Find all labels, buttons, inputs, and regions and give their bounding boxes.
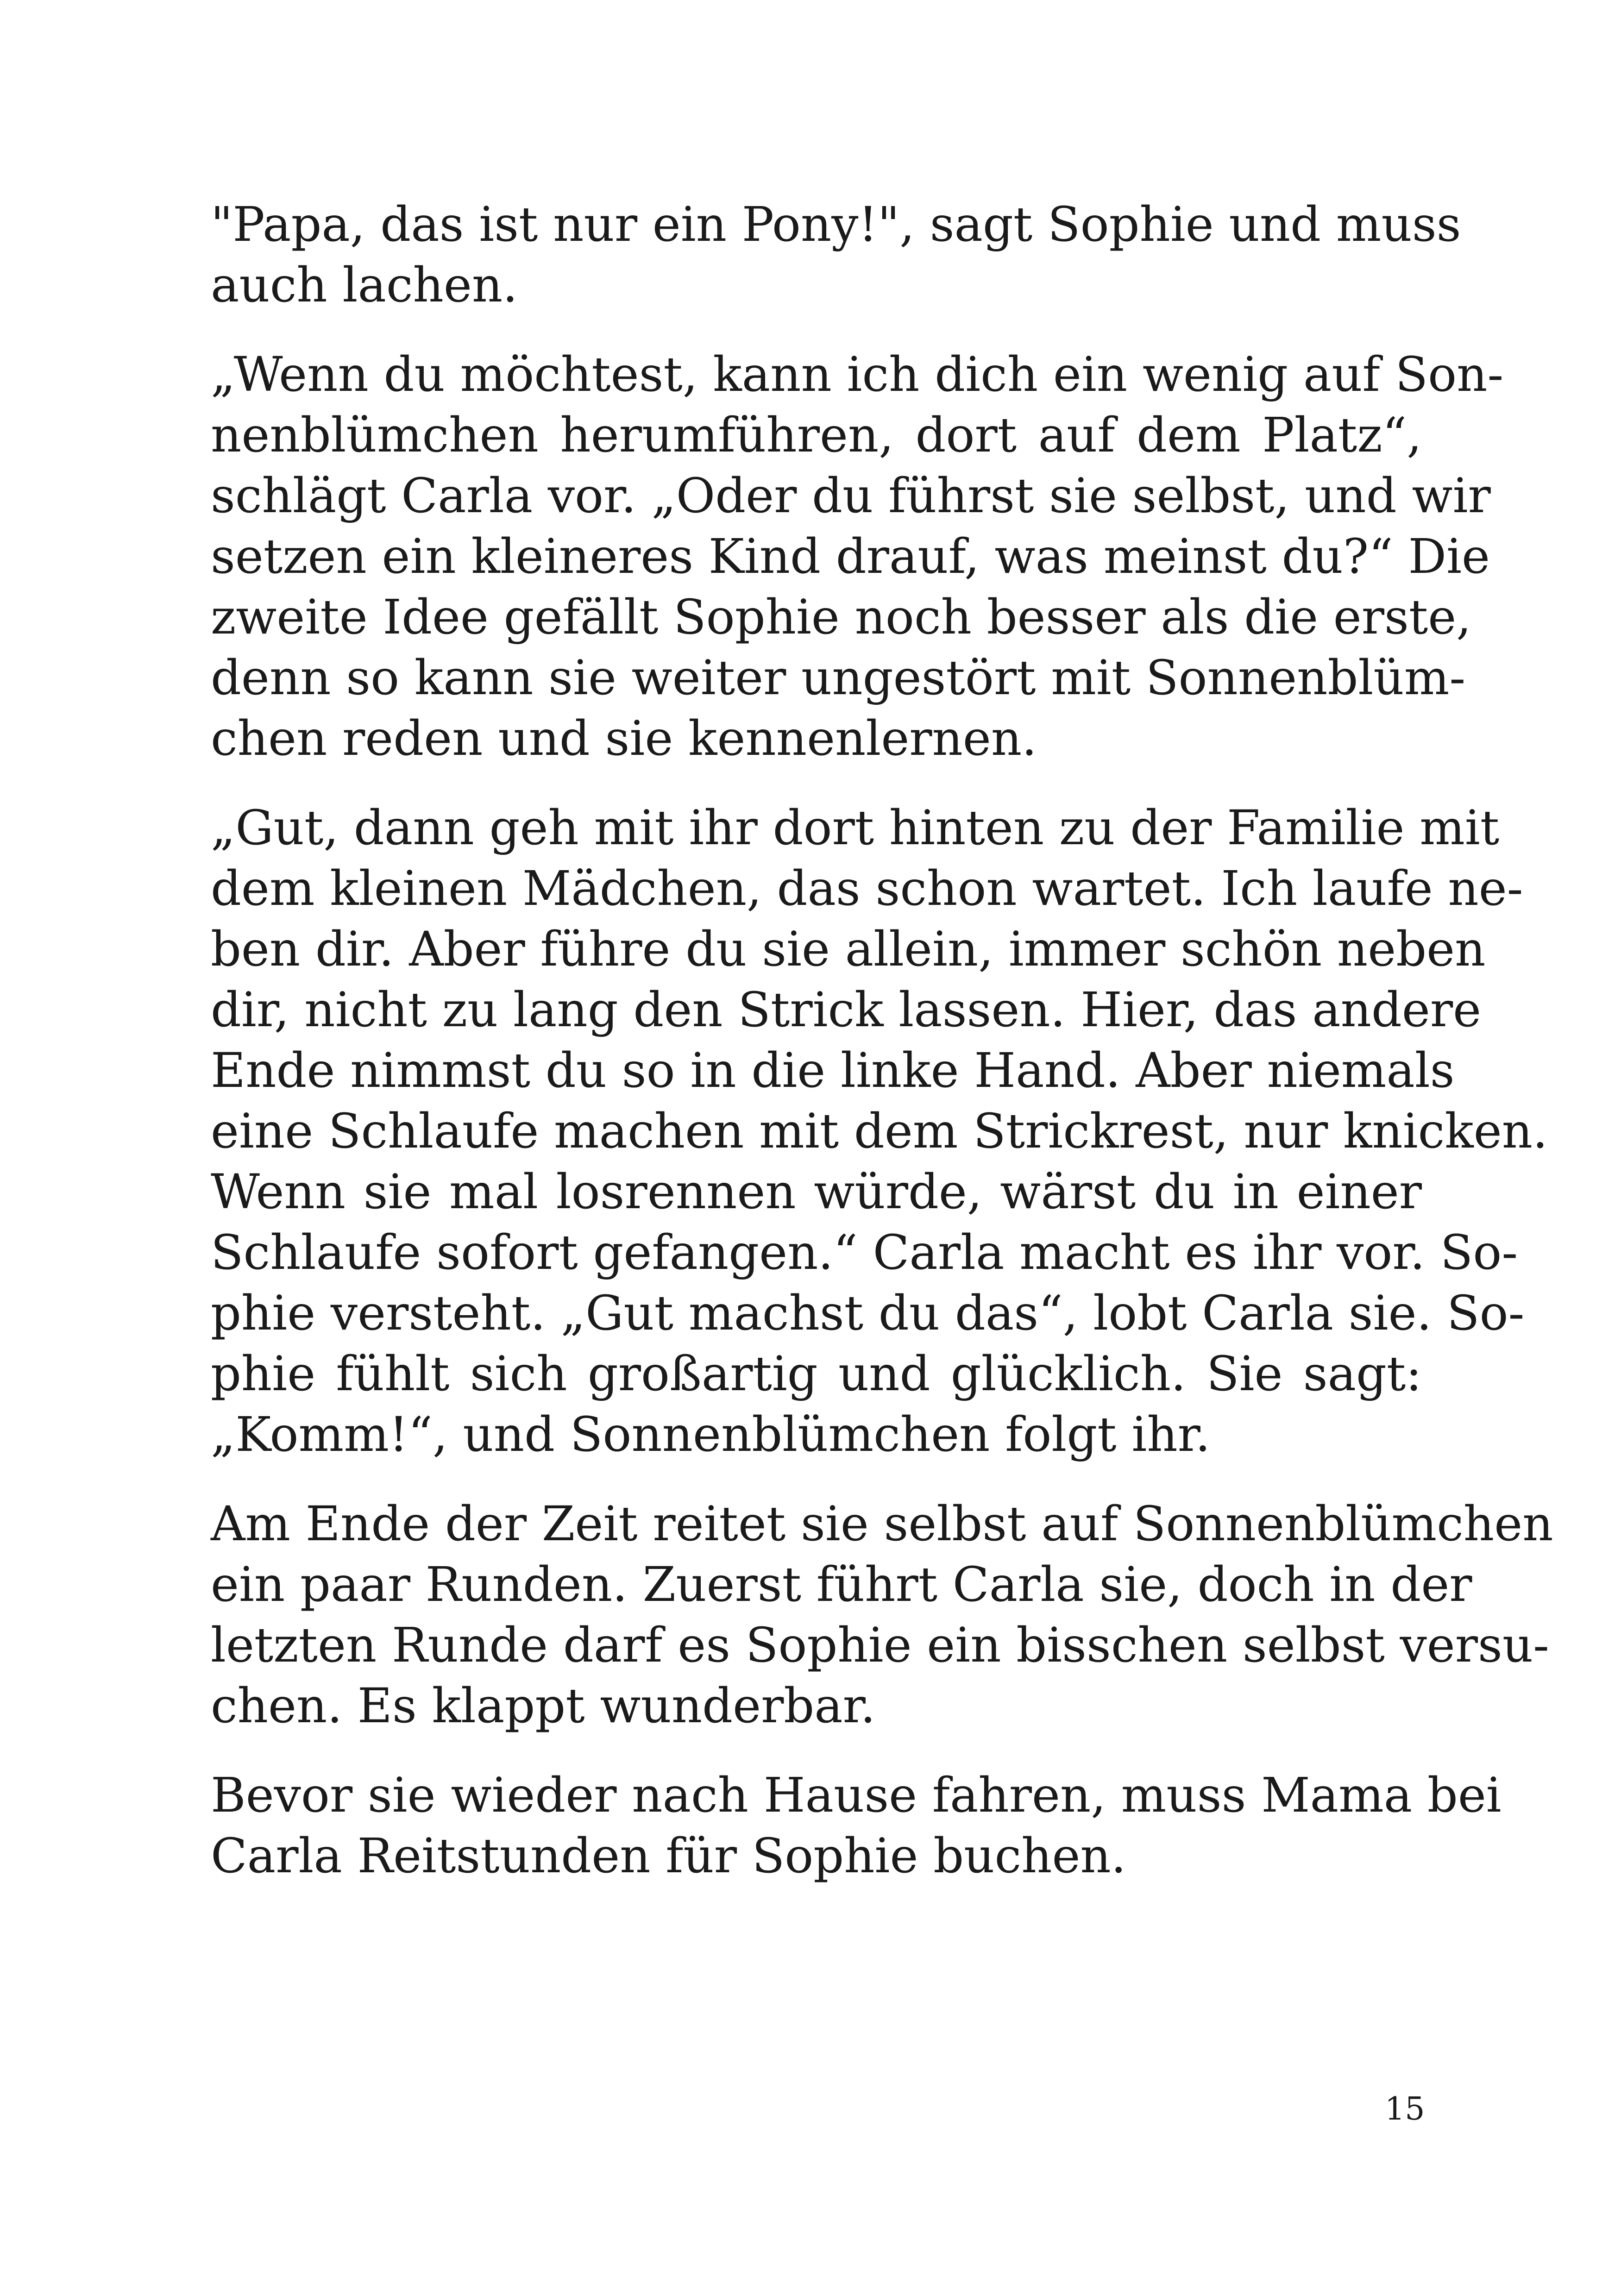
text-line: Schlaufe sofort gefangen.“ Carla macht es ihr vor. So-: [211, 1225, 1518, 1280]
text-line: dir, nicht zu lang den Strick lassen. Hier, das andere: [211, 982, 1482, 1038]
text-line: Bevor sie wieder nach Hause fahren, muss Mama bei: [211, 1768, 1502, 1823]
text-line: Ende nimmst du so in die linke Hand. Aber niemals: [211, 1043, 1455, 1098]
text-line: eine Schlaufe machen mit dem Strickrest, nur knicken.: [211, 1104, 1548, 1159]
text-line: zweite Idee gefällt Sophie noch besser als die erste,: [211, 590, 1471, 645]
text-line: Wenn sie mal losrennen würde, wärst du in einer: [211, 1164, 1422, 1220]
page-number: 15: [1385, 2091, 1425, 2127]
text-line: „Gut, dann geh mit ihr dort hinten zu der Familie mit: [211, 800, 1500, 856]
text-line: Carla Reitstunden für Sophie buchen.: [211, 1828, 1126, 1884]
text-line: ben dir. Aber führe du sie allein, immer schön neben: [211, 922, 1486, 977]
text-line: phie fühlt sich großartig und glücklich. Sie sagt:: [211, 1346, 1422, 1402]
paragraph-5: [211, 1765, 1502, 1887]
text-line: "Papa, das ist nur ein Pony!", sagt Sophie und muss: [211, 197, 1461, 252]
text-line: chen. Es klappt wunderbar.: [211, 1678, 876, 1734]
paragraph-2: [211, 345, 1504, 769]
paragraph-1: [211, 194, 1461, 316]
text-line: „Wenn du möchtest, kann ich dich ein wenig auf Son-: [211, 347, 1504, 402]
text-line: letzten Runde darf es Sophie ein bisschen selbst versu-: [211, 1618, 1549, 1673]
text-line: auch lachen.: [211, 257, 518, 313]
body-text: [211, 194, 1553, 1915]
text-line: setzen ein kleineres Kind drauf, was meinst du?“ Die: [211, 529, 1490, 584]
text-line: „Komm!“, und Sonnenblümchen folgt ihr.: [211, 1407, 1211, 1462]
paragraph-4: [211, 1494, 1553, 1737]
text-line: chen reden und sie kennenlernen.: [211, 711, 1037, 766]
text-line: Am Ende der Zeit reitet sie selbst auf Sonnenblümchen: [211, 1496, 1553, 1552]
paragraph-3: [211, 798, 1548, 1465]
text-line: nenblümchen herumführen, dort auf dem Platz“,: [211, 408, 1422, 463]
text-line: denn so kann sie weiter ungestört mit Sonnenblüm-: [211, 650, 1466, 706]
text-line: schlägt Carla vor. „Oder du führst sie selbst, und wir: [211, 468, 1491, 524]
text-line: dem kleinen Mädchen, das schon wartet. Ich laufe ne-: [211, 861, 1523, 916]
text-line: ein paar Runden. Zuerst führt Carla sie, doch in der: [211, 1557, 1472, 1612]
text-line: phie versteht. „Gut machst du das“, lobt Carla sie. So-: [211, 1286, 1525, 1341]
